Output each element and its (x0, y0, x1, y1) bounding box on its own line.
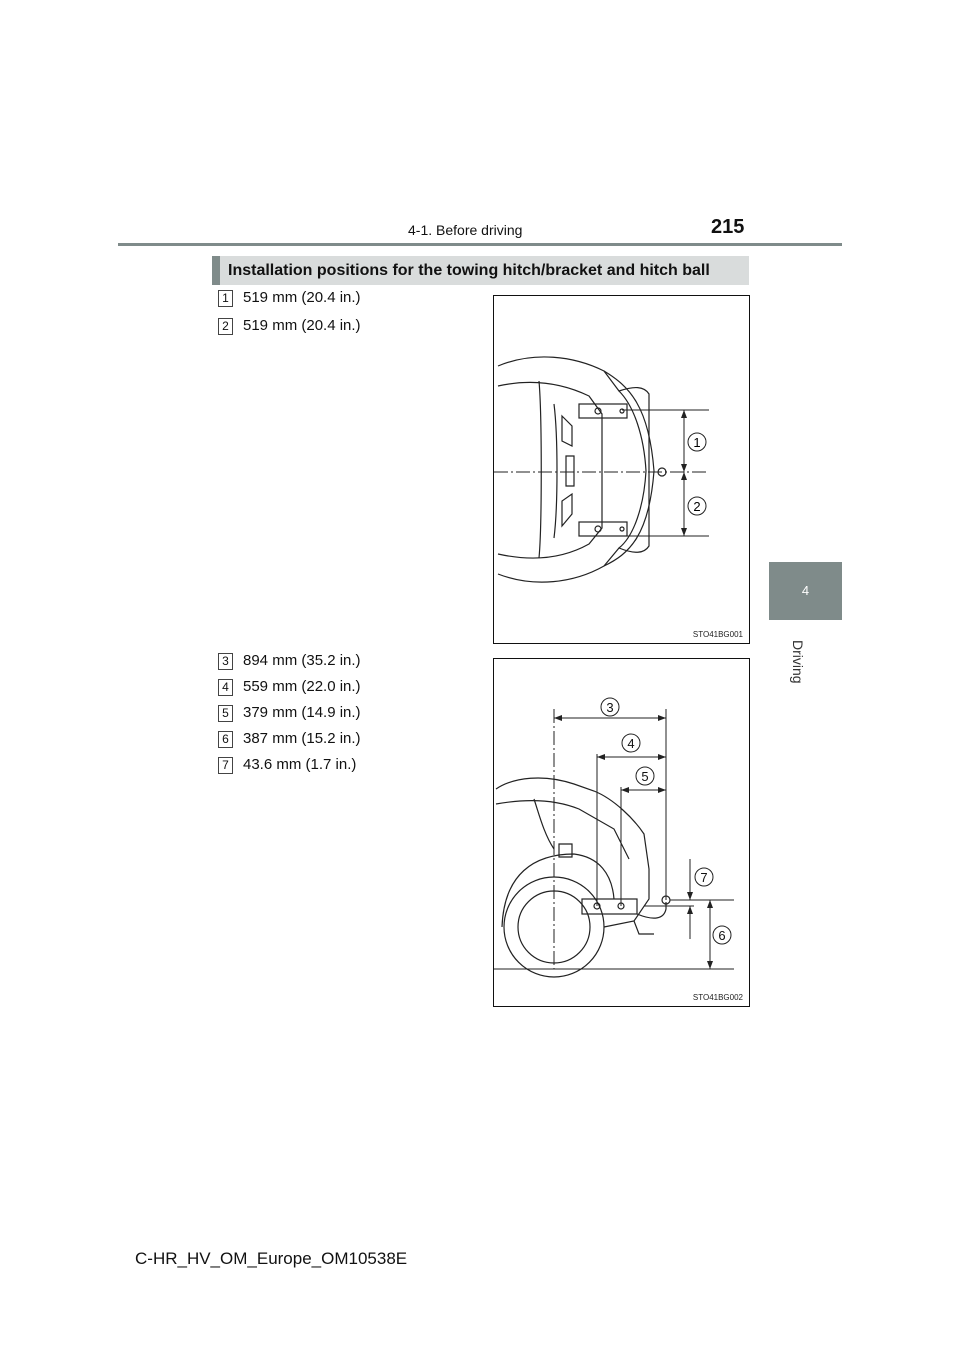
item-text: 43.6 mm (1.7 in.) (243, 756, 357, 773)
figure-code: STO41BG001 (692, 630, 743, 639)
chapter-label: Driving (790, 640, 806, 684)
item-number: 2 (218, 318, 233, 335)
section-banner: Installation positions for the towing hitch/bracket and hitch ball (212, 256, 749, 285)
callout-6: 6 (718, 928, 726, 943)
rear-side-view-illustration (494, 659, 749, 1006)
item-text: 379 mm (14.9 in.) (243, 704, 361, 721)
callout-5: 5 (641, 769, 649, 784)
item-text: 559 mm (22.0 in.) (243, 678, 361, 695)
callout-2: 2 (693, 499, 701, 514)
callout-3: 3 (606, 700, 614, 715)
header-rule (118, 243, 842, 246)
item-number: 1 (218, 290, 233, 307)
callout-4: 4 (627, 736, 635, 751)
figure-top-view (493, 295, 750, 644)
item-text: 519 mm (20.4 in.) (243, 289, 361, 306)
figure-code: STO41BG002 (692, 993, 743, 1002)
item-number: 3 (218, 653, 233, 670)
section-title: 4-1. Before driving (408, 222, 523, 238)
item-number: 6 (218, 731, 233, 748)
item-text: 519 mm (20.4 in.) (243, 317, 361, 334)
list-item (218, 703, 361, 723)
callout-7: 7 (700, 870, 708, 885)
rear-top-view-illustration (494, 296, 749, 643)
callout-1: 1 (693, 435, 701, 450)
list-item (218, 677, 361, 697)
item-text: 387 mm (15.2 in.) (243, 730, 361, 747)
chapter-tab[interactable]: 4 (769, 562, 842, 620)
list-item (218, 755, 356, 775)
item-number: 5 (218, 705, 233, 722)
item-number: 4 (218, 679, 233, 696)
list-item (218, 316, 361, 336)
list-item (218, 651, 361, 671)
page-number: 215 (711, 216, 745, 238)
list-item (218, 288, 361, 308)
document-id: C-HR_HV_OM_Europe_OM10538E (135, 1249, 408, 1268)
item-text: 894 mm (35.2 in.) (243, 652, 361, 669)
figure-side-view (493, 658, 750, 1007)
list-item (218, 729, 361, 749)
item-number: 7 (218, 757, 233, 774)
